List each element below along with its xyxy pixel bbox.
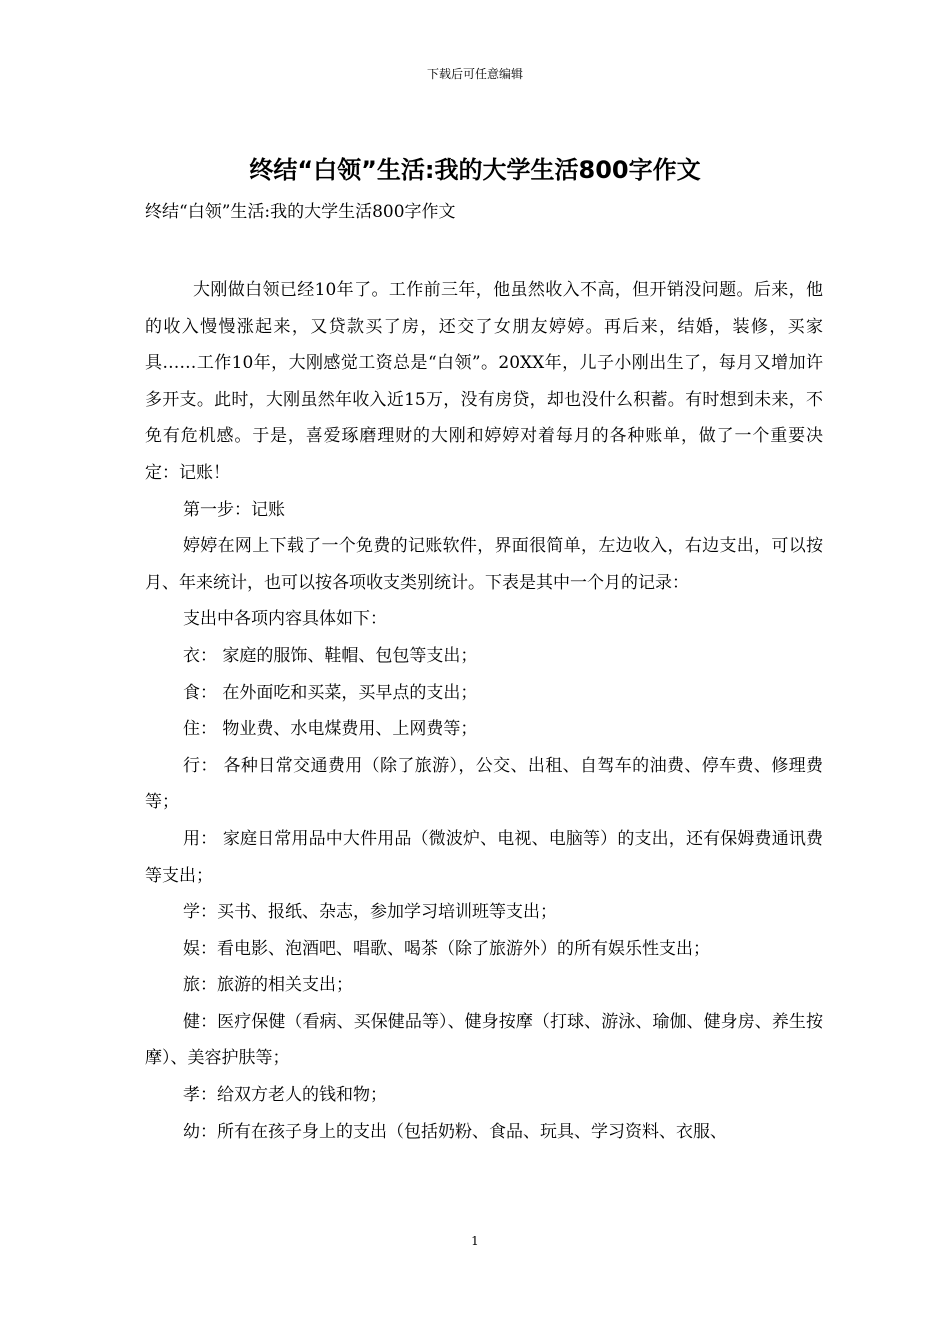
paragraph-goods: 用： 家庭日常用品中大件用品（微波炉、电视、电脑等）的支出，还有保姆费通讯费等支出； — [145, 828, 823, 886]
page-number: 1 — [471, 1234, 479, 1248]
paragraph-housing: 住： 物业费、水电煤费用、上网费等； — [183, 719, 478, 740]
paragraph-intro: 大刚做白领已经10年了。工作前三年，他虽然收入不高，但开销没问题。后来，他的收入慢慢涨起来，又贷款买了房，还交了女朋友婷婷。再后来，结婚，装修，买家具……工作10年，大刚感觉工资总是“白领”。20XX年，儿子小刚出生了，每月又增加许多开支。此时，大刚虽然年收入近15万，没有房贷，却也没什么积蓄。有时想到未来，不免有危机感。于是，喜爱琢磨理财的大刚和婷婷对着每月的各种账单，做了一个重要决定：记账！ — [145, 280, 823, 483]
paragraph-software: 婷婷在网上下载了一个免费的记账软件，界面很简单，左边收入，右边支出，可以按月、年来统计，也可以按各项收支类别统计。下表是其中一个月的记录： — [145, 536, 823, 593]
document-subtitle: 终结“白领”生活:我的大学生活800字作文 — [145, 202, 456, 222]
document-body — [145, 272, 823, 1150]
paragraph-parents: 孝：给双方老人的钱和物； — [183, 1085, 387, 1106]
paragraph-health: 健：医疗保健（看病、买保健品等）、健身按摩（打球、游泳、瑜伽、健身房、养生按摩）、美容护肤等； — [145, 1011, 823, 1069]
paragraph-clothing: 衣： 家庭的服饰、鞋帽、包包等支出； — [183, 645, 478, 666]
paragraph-travel: 旅：旅游的相关支出； — [183, 975, 353, 996]
paragraph-transport: 行： 各种日常交通费用（除了旅游），公交、出租、自驾车的油费、停车费、修理费等； — [145, 755, 823, 813]
paragraph-study: 学：买书、报纸、杂志，参加学习培训班等支出； — [183, 902, 557, 923]
paragraph-food: 食： 在外面吃和买菜，买早点的支出； — [183, 682, 478, 703]
paragraph-step-one: 第一步：记账 — [183, 499, 285, 520]
paragraph-child: 幼：所有在孩子身上的支出（包括奶粉、食品、玩具、学习资料、衣服、 — [183, 1121, 727, 1142]
paragraph-expense-intro: 支出中各项内容具体如下： — [183, 609, 387, 630]
page-header: 下载后可任意编辑 — [426, 67, 523, 81]
paragraph-entertainment: 娱：看电影、泡酒吧、唱歌、喝茶（除了旅游外）的所有娱乐性支出； — [183, 938, 710, 959]
document-title: 终结“白领”生活:我的大学生活800字作文 — [249, 156, 701, 184]
